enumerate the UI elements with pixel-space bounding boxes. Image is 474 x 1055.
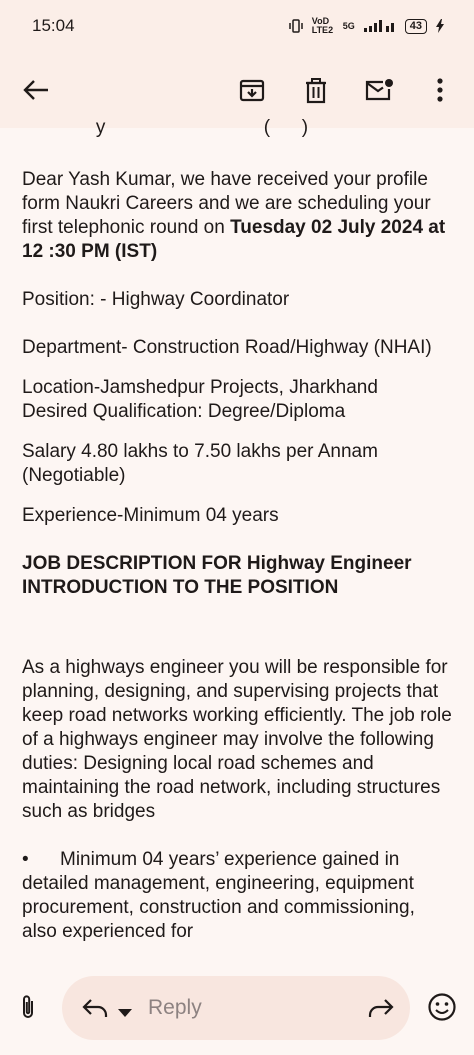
vibrate-icon bbox=[289, 19, 303, 33]
battery-indicator: 43 bbox=[405, 19, 427, 34]
location-text: Location-Jamshedpur Projects, Jharkhand bbox=[22, 377, 378, 398]
status-icons bbox=[289, 17, 444, 35]
reply-button[interactable] bbox=[82, 998, 108, 1023]
charging-icon bbox=[436, 19, 444, 33]
attachment-icon bbox=[20, 994, 36, 1020]
introduction-heading: INTRODUCTION TO THE POSITION bbox=[22, 577, 339, 598]
reply-icon bbox=[82, 998, 108, 1018]
more-options-button[interactable] bbox=[418, 68, 462, 112]
status-time: 15:04 bbox=[32, 16, 75, 35]
reply-placeholder: Reply bbox=[148, 996, 202, 1019]
more-options-icon bbox=[437, 78, 443, 102]
forward-button[interactable] bbox=[368, 998, 394, 1023]
job-description-heading: JOB DESCRIPTION FOR Highway Engineer bbox=[22, 553, 412, 574]
reply-field[interactable] bbox=[62, 976, 410, 1040]
salary-text: Salary 4.80 lakhs to 7.50 lakhs per Annam (Negotiable) bbox=[22, 441, 378, 486]
archive-button[interactable] bbox=[230, 68, 274, 112]
bullet-text: Minimum 04 years’ experience gained in detailed management, engineering, equipment procurement, construction and commissioning, also experienced for bbox=[22, 849, 415, 942]
mark-unread-button[interactable] bbox=[357, 68, 401, 112]
dropdown-arrow-icon bbox=[118, 1009, 132, 1017]
signal-icon bbox=[364, 20, 396, 32]
greeting-text: Dear Yash Kumar, we have received your profile form Naukri Careers and we are scheduling your first telephonic round on bbox=[22, 169, 431, 238]
back-arrow-icon bbox=[23, 79, 49, 101]
experience-text: Experience-Minimum 04 years bbox=[22, 505, 279, 526]
delete-button[interactable] bbox=[294, 68, 338, 112]
greeting-paragraph bbox=[22, 168, 452, 264]
cut-off-line: y ( ) bbox=[22, 117, 309, 138]
qualification-text: Desired Qualification: Degree/Diploma bbox=[22, 401, 346, 422]
archive-icon bbox=[239, 78, 265, 102]
email-body bbox=[0, 117, 474, 960]
forward-icon bbox=[368, 998, 394, 1018]
reply-options-dropdown[interactable] bbox=[118, 1004, 132, 1022]
back-button[interactable] bbox=[14, 68, 58, 112]
bullet-symbol: • bbox=[22, 849, 29, 870]
emoji-icon bbox=[427, 992, 457, 1022]
network-label: VoD LTE2 bbox=[311, 16, 334, 35]
department-text: Department- Construction Road/Highway (NHAI) bbox=[22, 337, 432, 358]
status-bar bbox=[0, 0, 474, 52]
attachment-button[interactable] bbox=[20, 994, 36, 1025]
network-type: 5G bbox=[342, 21, 355, 31]
delete-icon bbox=[305, 78, 327, 103]
interview-datetime: Tuesday 02 July 2024 at 12 :30 PM (IST) bbox=[22, 217, 446, 262]
mark-unread-icon bbox=[364, 78, 394, 102]
bottom-bar bbox=[0, 960, 474, 1055]
emoji-button[interactable] bbox=[427, 992, 457, 1027]
position-text: Position: - Highway Coordinator bbox=[22, 289, 290, 310]
description-paragraph: As a highways engineer you will be responsible for planning, designing, and supervising projects that keep road networks working efficiently. The job role of a highways engineer may involve the following duties: Designing local road schemes and maintaining the road network, including structures such as bridges bbox=[22, 657, 452, 822]
